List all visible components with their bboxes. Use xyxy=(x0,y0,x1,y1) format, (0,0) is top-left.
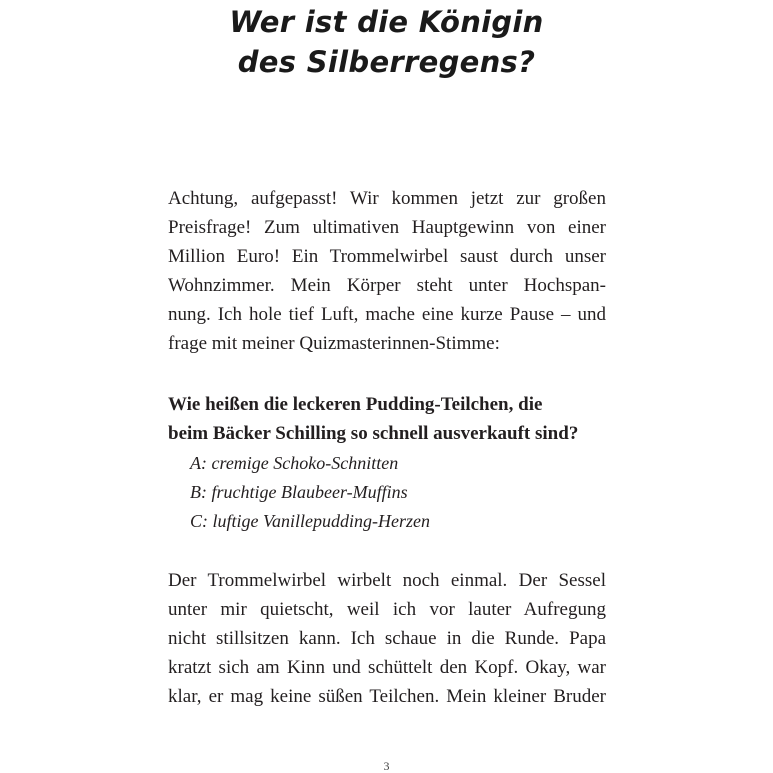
paragraph-intro xyxy=(168,184,606,358)
paragraph-line: Achtung, aufgepasst! Wir kommen jetzt zur großen xyxy=(168,188,606,209)
chapter-title-line-2: des Silberregens? xyxy=(237,45,536,79)
quiz-option-a: A: cremige Schoko-Schnitten xyxy=(190,453,399,473)
quiz-question-line-2: beim Bäcker Schilling so schnell ausverkauft sind? xyxy=(168,423,579,444)
quiz-options xyxy=(190,449,430,536)
paragraph-line: kratzt sich am Kinn und schüttelt den Kopf. Okay, war xyxy=(168,657,606,678)
paragraph-line: Preisfrage! Zum ultimativen Hauptgewinn von einer xyxy=(168,217,606,238)
paragraph-line: klar, er mag keine süßen Teilchen. Mein kleiner Bruder xyxy=(168,686,606,707)
paragraph-line: unter mir quietscht, weil ich vor lauter Aufregung xyxy=(168,599,606,620)
quiz-option-c: C: luftige Vanillepudding-Herzen xyxy=(190,511,430,531)
quiz-question-line-1: Wie heißen die leckeren Pudding-Teilchen, die xyxy=(168,394,543,415)
paragraph-continuation xyxy=(168,566,606,711)
paragraph-line: nicht stillsitzen kann. Ich schaue in die Runde. Papa xyxy=(168,628,606,649)
paragraph-line: Der Trommelwirbel wirbelt noch einmal. Der Sessel xyxy=(168,570,606,591)
quiz-question xyxy=(168,390,578,448)
chapter-title-line-1: Wer ist die Königin xyxy=(229,5,544,39)
paragraph-line: Million Euro! Ein Trommelwirbel saust durch unser xyxy=(168,246,606,267)
quiz-option-b: B: fruchtige Blaubeer-Muffins xyxy=(190,482,408,502)
paragraph-line: frage mit meiner Quizmasterinnen-Stimme: xyxy=(168,333,500,354)
paragraph-line: nung. Ich hole tief Luft, mache eine kurze Pause – und xyxy=(168,304,606,325)
page-number: 3 xyxy=(383,759,390,773)
paragraph-line: Wohnzimmer. Mein Körper steht unter Hochspan- xyxy=(168,275,606,296)
chapter-title xyxy=(0,2,773,82)
